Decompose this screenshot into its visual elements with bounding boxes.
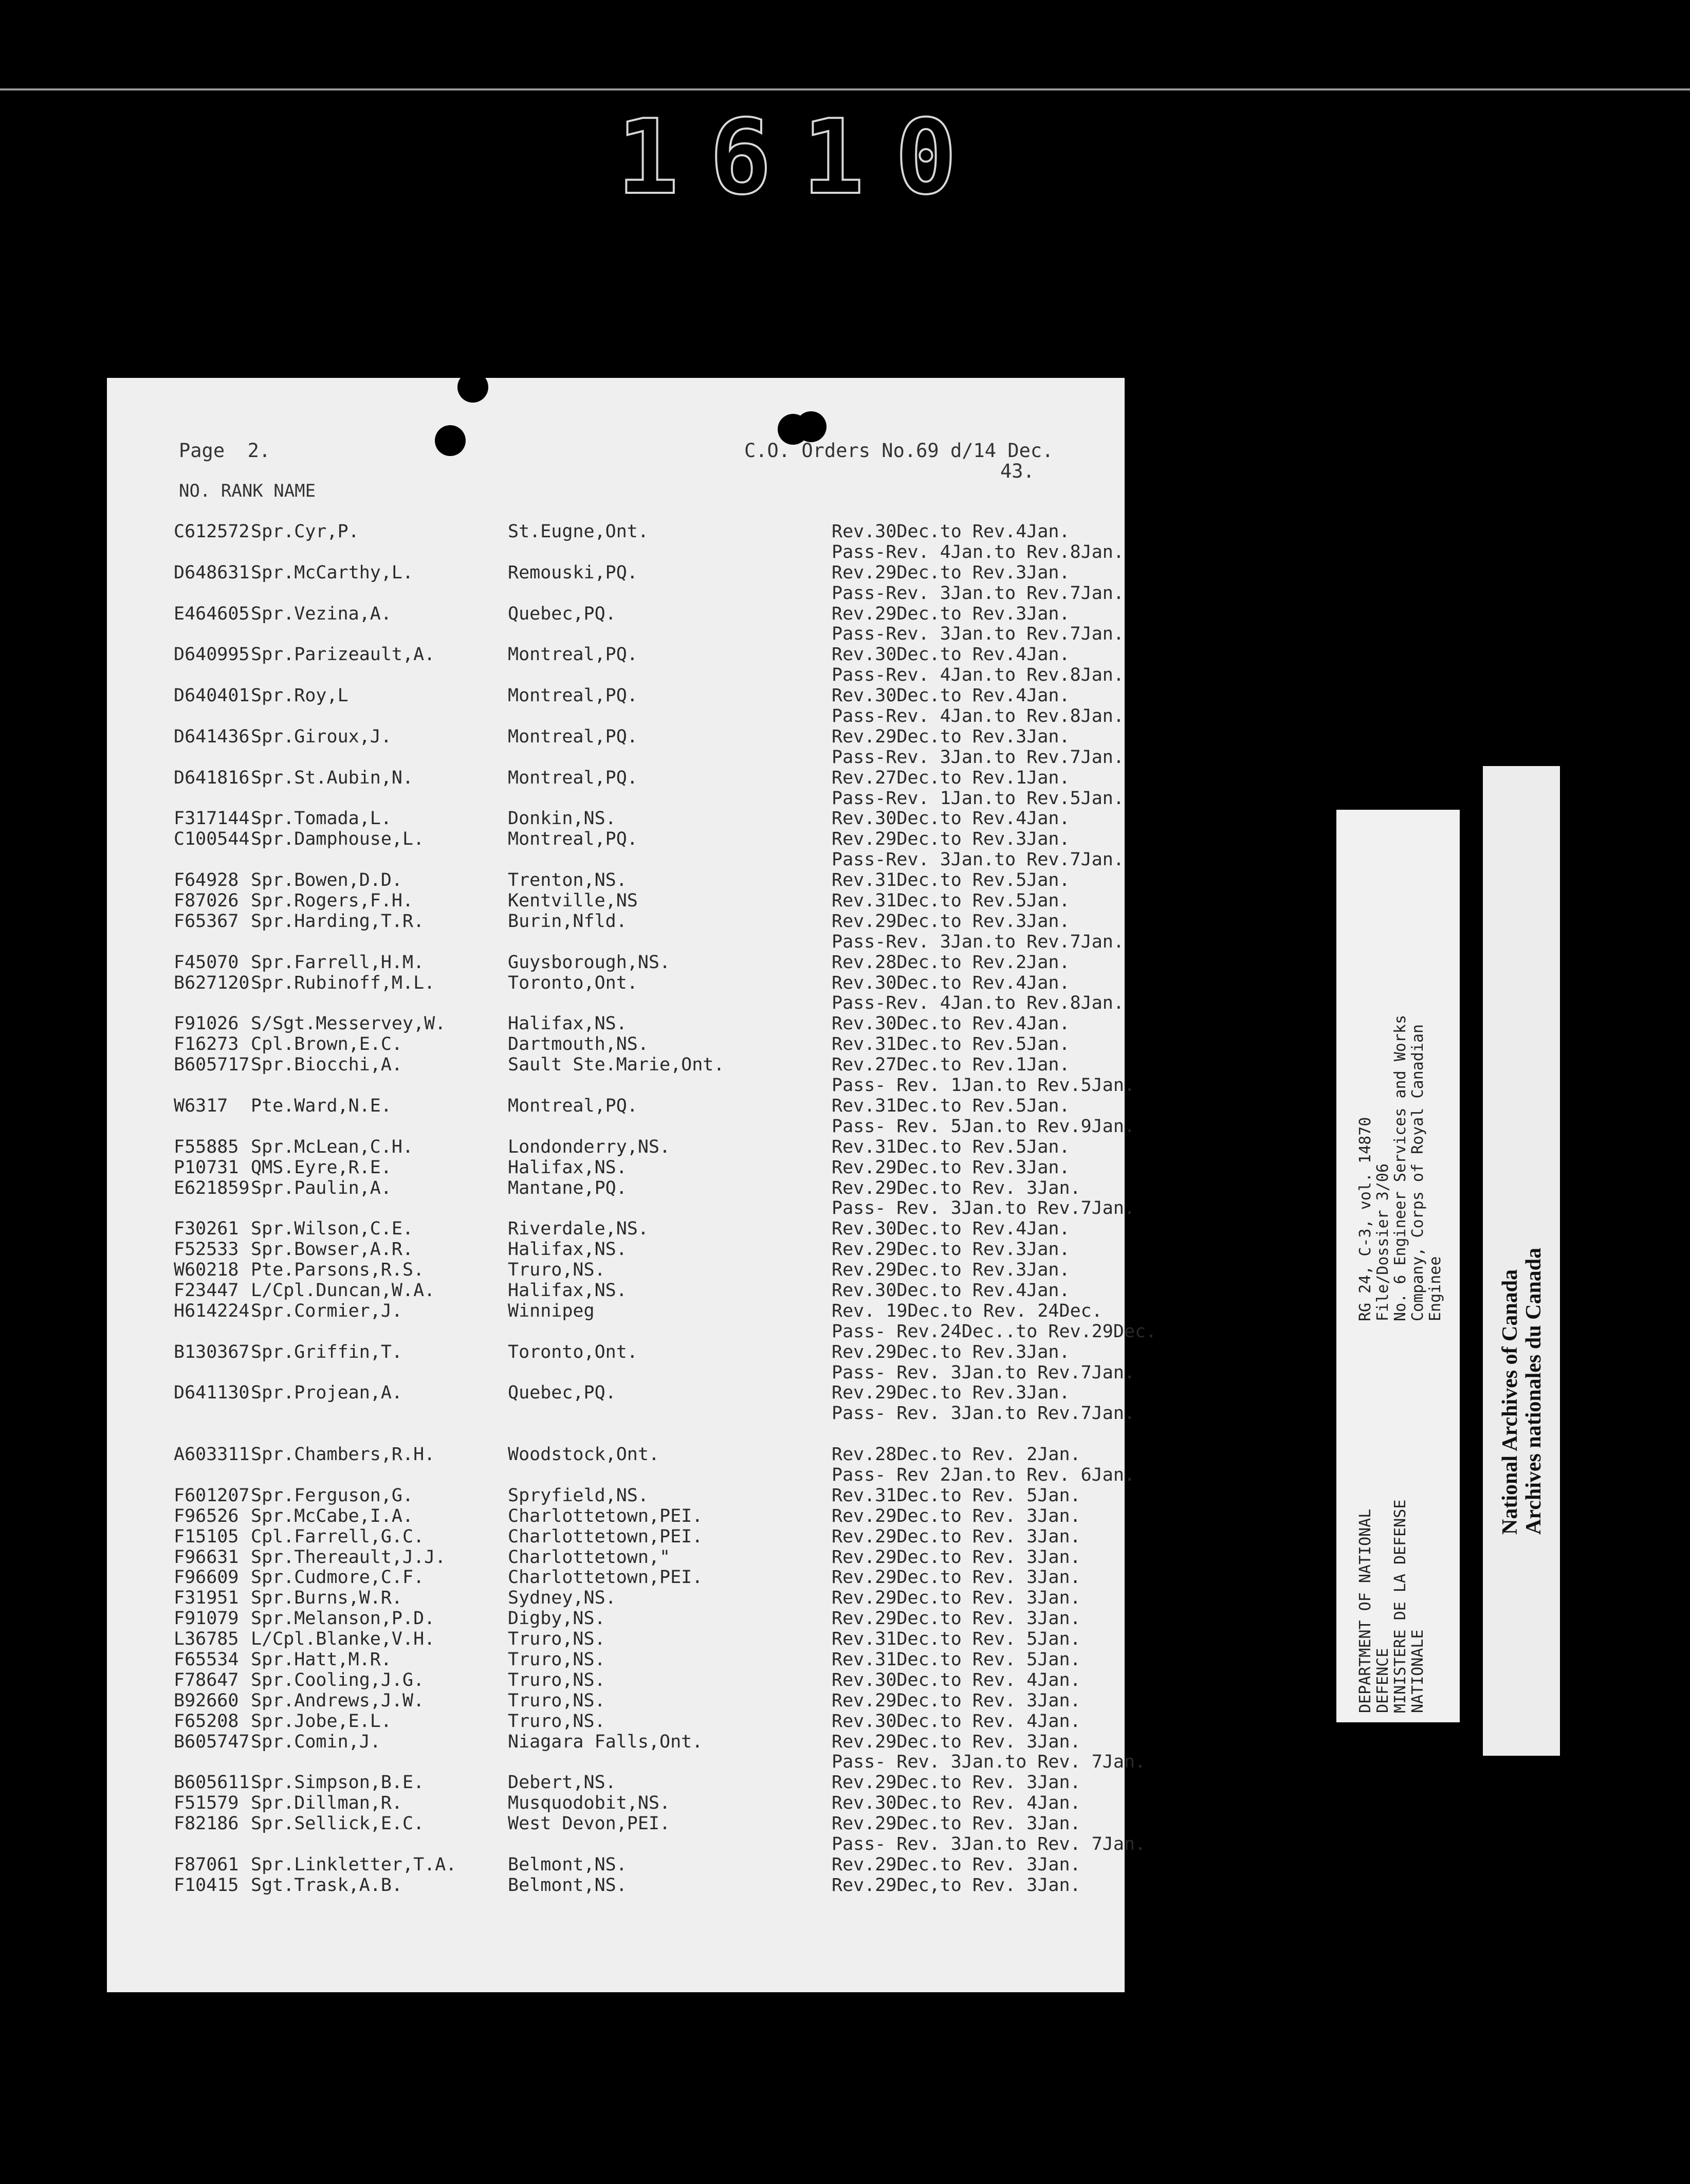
rank-name: L/Cpl.Blanke,V.H. [251, 1629, 435, 1650]
table-row [174, 1034, 1099, 1055]
service-number: F10415 [174, 1874, 239, 1896]
table-row [174, 953, 1099, 973]
rank-name: S/Sgt.Messervey,W. [251, 1013, 446, 1034]
leave-period: Rev.31Dec.to Rev.5Jan. [832, 1136, 1070, 1157]
home-town: Dartmouth,NS. [508, 1034, 649, 1055]
rank-name: Cpl.Farrell,G.C. [251, 1526, 425, 1547]
record-group-reference [1357, 1015, 1444, 1321]
orders-reference: C.O. Orders No.69 d/14 Dec. [744, 440, 1054, 462]
leave-period: Rev.27Dec.to Rev.1Jan. [832, 767, 1070, 788]
leave-period: Rev.27Dec.to Rev.1Jan. [832, 1054, 1070, 1076]
table-row [174, 1691, 1099, 1712]
table-row [174, 1445, 1099, 1465]
archives-name-en: National Archives of Canada [1498, 1269, 1522, 1535]
service-number: F64928 [174, 870, 239, 891]
table-row [174, 1260, 1099, 1281]
home-town: Charlottetown,PEI. [508, 1567, 703, 1588]
leave-period: Pass- Rev. 3Jan.to Rev. 7Jan. [832, 1752, 1146, 1773]
archive-reference-label [1336, 810, 1460, 1722]
department-line: MINISTERE DE LA DEFENSE [1391, 1499, 1409, 1713]
home-town: Montreal,PQ. [508, 685, 638, 706]
leave-period: Pass-Rev. 3Jan.to Rev.7Jan. [832, 747, 1124, 768]
table-row [174, 1588, 1099, 1609]
table-row [174, 1506, 1099, 1527]
leave-period: Rev.31Dec.to Rev.5Jan. [832, 870, 1070, 891]
rank-name: Spr.Bowen,D.D. [251, 870, 403, 891]
leave-period: Pass-Rev. 3Jan.to Rev.7Jan. [832, 624, 1124, 645]
table-row [174, 1362, 1135, 1384]
home-town: Montreal,PQ. [508, 767, 638, 788]
table-row [174, 1650, 1099, 1670]
table-row [174, 993, 1124, 1014]
leave-period: Rev.31Dec.to Rev. 5Jan. [832, 1629, 1081, 1650]
table-row [174, 583, 1124, 604]
table-row [174, 1424, 1099, 1445]
service-number: F91079 [174, 1608, 239, 1629]
home-town: Truro,NS. [508, 1690, 605, 1711]
home-town: Montreal,PQ. [508, 1095, 638, 1116]
archives-name-fr: Archives nationales du Canada [1522, 1247, 1546, 1535]
service-number: F82186 [174, 1813, 239, 1834]
home-town: Montreal,PQ. [508, 644, 638, 665]
leave-period: Pass-Rev. 3Jan.to Rev.7Jan. [832, 849, 1124, 870]
service-number: F16273 [174, 1034, 239, 1055]
reference-line: Enginee [1426, 1256, 1444, 1321]
service-number: A603311 [174, 1444, 250, 1465]
reference-line: File/Dossier 3/06 [1374, 1163, 1392, 1321]
rank-name: Spr.Thereault,J.J. [251, 1546, 446, 1568]
rank-name: Spr.Bowser,A.R. [251, 1239, 414, 1260]
service-number: B605717 [174, 1054, 250, 1076]
home-town: Truro,NS. [508, 1710, 605, 1732]
table-row [174, 1096, 1099, 1117]
table-row [174, 1178, 1099, 1199]
rank-name: Spr.Simpson,B.E. [251, 1772, 425, 1793]
leave-period: Rev.29Dec.to Rev. 3Jan. [832, 1731, 1081, 1752]
rank-name: Spr.Chambers,R.H. [251, 1444, 435, 1465]
rank-name: Spr.McLean,C.H. [251, 1136, 414, 1157]
table-row [174, 1876, 1099, 1896]
service-number: D641130 [174, 1382, 250, 1404]
leave-period: Pass- Rev. 1Jan.to Rev.5Jan. [832, 1075, 1135, 1096]
leave-period: Rev.31Dec.to Rev. 5Jan. [832, 1485, 1081, 1506]
leave-period: Rev.29Dec.to Rev. 3Jan. [832, 1690, 1081, 1711]
leave-period: Pass-Rev. 4Jan.to Rev.8Jan. [832, 706, 1124, 727]
table-row [174, 1137, 1099, 1158]
table-row [174, 1300, 1103, 1322]
punch-hole [457, 372, 488, 403]
department-line: NATIONALE [1409, 1629, 1427, 1713]
service-number: B605611 [174, 1772, 250, 1793]
rank-name: Spr.McCabe,I.A. [251, 1505, 414, 1526]
service-number: D640995 [174, 644, 250, 665]
table-row [174, 541, 1124, 563]
leave-period: Rev.29Dec.to Rev.3Jan. [832, 1341, 1070, 1362]
leave-period: Pass-Rev. 3Jan.to Rev.7Jan. [832, 583, 1124, 604]
service-number: B605747 [174, 1731, 250, 1752]
table-row [174, 1219, 1099, 1240]
leave-period: Pass-Rev. 3Jan.to Rev.7Jan. [832, 931, 1124, 952]
service-number: F55885 [174, 1136, 239, 1157]
table-row [174, 1014, 1099, 1034]
leave-period: Rev.29Dec.to Rev. 3Jan. [832, 1608, 1081, 1629]
home-town: Mantane,PQ. [508, 1177, 627, 1198]
rank-name: Cpl.Brown,E.C. [251, 1034, 403, 1055]
leave-period: Rev.29Dec,to Rev. 3Jan. [832, 1874, 1081, 1896]
film-frame-rule [0, 88, 1690, 90]
service-number: F65534 [174, 1649, 239, 1670]
home-town: Truro,NS. [508, 1649, 605, 1670]
service-number: W6317 [174, 1095, 228, 1116]
rank-name: Spr.Ferguson,G. [251, 1485, 414, 1506]
home-town: Riverdale,NS. [508, 1218, 649, 1240]
home-town: Belmont,NS. [508, 1854, 627, 1875]
leave-period: Rev.29Dec.to Rev. 3Jan. [832, 1526, 1081, 1547]
service-number: D641436 [174, 726, 250, 747]
department-line: DEPARTMENT OF NATIONAL [1356, 1508, 1374, 1713]
home-town: Truro,NS. [508, 1260, 605, 1281]
leave-period: Rev.29Dec.to Rev. 3Jan. [832, 1505, 1081, 1526]
rank-name: Pte.Ward,N.E. [251, 1095, 392, 1116]
table-row [174, 1158, 1099, 1178]
home-town: Halifax,NS. [508, 1157, 627, 1178]
home-town: Charlottetown,PEI. [508, 1505, 703, 1526]
rank-name: Spr.St.Aubin,N. [251, 767, 414, 788]
service-number: F78647 [174, 1669, 239, 1690]
home-town: Sault Ste.Marie,Ont. [508, 1054, 725, 1076]
leave-list [174, 521, 1157, 1896]
leave-period: Pass- Rev 2Jan.to Rev. 6Jan. [832, 1464, 1135, 1485]
leave-period: Rev.29Dec.to Rev. 3Jan. [832, 1854, 1081, 1875]
service-number: B92660 [174, 1690, 239, 1711]
rank-name: Spr.McCarthy,L. [251, 562, 414, 583]
home-town: Quebec,PQ. [508, 1382, 616, 1404]
reference-line: No. 6 Engineer Services and Works [1391, 1014, 1409, 1321]
rank-name: Spr.Cyr,P. [251, 521, 359, 542]
service-number: F87061 [174, 1854, 239, 1875]
leave-period: Rev.31Dec.to Rev.5Jan. [832, 1095, 1070, 1116]
home-town: Truro,NS. [508, 1669, 605, 1690]
table-row [174, 686, 1099, 706]
rank-name: Spr.Cooling,J.G. [251, 1669, 425, 1690]
home-town: Musquodobit,NS. [508, 1793, 671, 1814]
rank-name: Spr.Burns,W.R. [251, 1588, 403, 1609]
table-row [174, 1732, 1099, 1753]
home-town: Niagara Falls,Ont. [508, 1731, 703, 1752]
table-row [174, 1055, 1099, 1076]
leave-period: Rev.30Dec.to Rev.4Jan. [832, 521, 1070, 542]
rank-name: Spr.Melanson,P.D. [251, 1608, 435, 1629]
rank-name: Spr.Harding,T.R. [251, 911, 425, 932]
leave-period: Rev.29Dec.to Rev.3Jan. [832, 911, 1070, 932]
rank-name: Spr.Giroux,J. [251, 726, 392, 747]
leave-period: Rev.31Dec.to Rev.5Jan. [832, 1034, 1070, 1055]
service-number: B627120 [174, 972, 250, 993]
table-row [174, 931, 1124, 953]
table-row [174, 1240, 1099, 1260]
rank-name: L/Cpl.Duncan,W.A. [251, 1280, 435, 1301]
home-town: Spryfield,NS. [508, 1485, 649, 1506]
leave-period: Rev.31Dec.to Rev.5Jan. [832, 890, 1070, 912]
leave-period: Pass-Rev. 1Jan.to Rev.5Jan. [832, 788, 1124, 809]
rank-name: Spr.Rogers,F.H. [251, 890, 414, 912]
rank-name: Spr.Rubinoff,M.L. [251, 972, 435, 993]
service-number: L36785 [174, 1629, 239, 1650]
rank-name: Spr.Cudmore,C.F. [251, 1567, 425, 1588]
table-row [174, 912, 1099, 932]
leave-period: Pass-Rev. 4Jan.to Rev.8Jan. [832, 541, 1124, 562]
table-row [174, 706, 1124, 727]
leave-period: Rev.30Dec.to Rev. 4Jan. [832, 1793, 1081, 1814]
table-row [174, 1773, 1099, 1793]
leave-period: Pass- Rev. 3Jan.to Rev.7Jan. [832, 1362, 1135, 1383]
leave-period: Rev.28Dec.to Rev. 2Jan. [832, 1444, 1081, 1465]
rank-name: Spr.Vezina,A. [251, 603, 392, 624]
home-town: Londonderry,NS. [508, 1136, 671, 1157]
rank-name: Spr.Tomada,L. [251, 808, 392, 829]
home-town: Digby,NS. [508, 1608, 605, 1629]
service-number: F317144 [174, 808, 250, 829]
table-row [174, 1793, 1099, 1814]
table-row [174, 1281, 1099, 1301]
home-town: Charlottetown,PEI. [508, 1526, 703, 1547]
leave-period: Rev.29Dec.to Rev.3Jan. [832, 1382, 1070, 1404]
service-number: E621859 [174, 1177, 250, 1198]
home-town: West Devon,PEI. [508, 1813, 671, 1834]
archives-stamp-label [1483, 766, 1560, 1756]
service-number: F23447 [174, 1280, 239, 1301]
leave-period: Rev.29Dec.to Rev. 3Jan. [832, 1772, 1081, 1793]
service-number: F96526 [174, 1505, 239, 1526]
page-number: Page 2. [179, 440, 271, 462]
home-town: Debert,NS. [508, 1772, 616, 1793]
rank-name: Sgt.Trask,A.B. [251, 1874, 403, 1896]
table-row [174, 1752, 1146, 1773]
service-number: H614224 [174, 1300, 250, 1321]
leave-period: Pass-Rev. 4Jan.to Rev.8Jan. [832, 665, 1124, 686]
table-row [174, 891, 1099, 912]
home-town: Quebec,PQ. [508, 603, 616, 624]
rank-name: QMS.Eyre,R.E. [251, 1157, 392, 1178]
leave-period: Pass- Rev. 3Jan.to Rev.7Jan. [832, 1403, 1135, 1424]
leave-period: Rev.30Dec.to Rev.4Jan. [832, 808, 1070, 829]
table-row [174, 809, 1099, 829]
table-row [174, 645, 1099, 665]
service-number: F30261 [174, 1218, 239, 1240]
rank-name: Spr.Andrews,J.W. [251, 1690, 425, 1711]
table-row [174, 849, 1124, 870]
table-row [174, 1855, 1099, 1876]
punch-hole [796, 411, 826, 442]
table-row [174, 1629, 1099, 1650]
rank-name: Spr.Dillman,R. [251, 1793, 403, 1814]
rank-name: Spr.Cormier,J. [251, 1300, 403, 1321]
service-number: F45070 [174, 952, 239, 973]
leave-period: Rev.30Dec.to Rev.4Jan. [832, 1013, 1070, 1034]
leave-period: Rev.29Dec.to Rev.3Jan. [832, 1260, 1070, 1281]
service-number: F31951 [174, 1588, 239, 1609]
home-town: Toronto,Ont. [508, 972, 638, 993]
table-row [174, 1568, 1099, 1588]
rank-name: Spr.Wilson,C.E. [251, 1218, 414, 1240]
service-number: F15105 [174, 1526, 239, 1547]
service-number: F87026 [174, 890, 239, 912]
reference-line: RG 24, C-3, vol. 14870 [1356, 1117, 1374, 1321]
service-number: F65367 [174, 911, 239, 932]
service-number: D641816 [174, 767, 250, 788]
rank-name: Spr.Sellick,E.C. [251, 1813, 425, 1834]
table-row [174, 1527, 1099, 1548]
leave-period: Rev.28Dec.to Rev.2Jan. [832, 952, 1070, 973]
rank-name: Spr.Roy,L [251, 685, 348, 706]
rank-name: Spr.Linkletter,T.A. [251, 1854, 457, 1875]
service-number: F51579 [174, 1793, 239, 1814]
rank-name: Spr.Paulin,A. [251, 1177, 392, 1198]
home-town: St.Eugne,Ont. [508, 521, 649, 542]
service-number: W60218 [174, 1260, 239, 1281]
service-number: F91026 [174, 1013, 239, 1034]
home-town: Guysborough,NS. [508, 952, 671, 973]
rank-name: Spr.Damphouse,L. [251, 829, 425, 850]
leave-period: Rev.29Dec.to Rev. 3Jan. [832, 1588, 1081, 1609]
rank-name: Spr.Hatt,M.R. [251, 1649, 392, 1670]
service-number: D648631 [174, 562, 250, 583]
table-row [174, 1834, 1146, 1855]
leave-period: Rev.30Dec.to Rev.4Jan. [832, 1280, 1070, 1301]
service-number: F601207 [174, 1485, 250, 1506]
table-row [174, 1548, 1099, 1568]
table-row [174, 747, 1124, 768]
home-town: Donkin,NS. [508, 808, 616, 829]
service-number: P10731 [174, 1157, 239, 1178]
home-town: Halifax,NS. [508, 1013, 627, 1034]
leave-period: Rev.29Dec.to Rev. 3Jan. [832, 1567, 1081, 1588]
home-town: Burin,Nfld. [508, 911, 627, 932]
home-town: Toronto,Ont. [508, 1341, 638, 1362]
table-row [174, 1670, 1099, 1691]
rank-name: Spr.Projean,A. [251, 1382, 403, 1404]
table-row [174, 1403, 1135, 1424]
service-number: F96609 [174, 1567, 239, 1588]
table-row [174, 1321, 1157, 1342]
table-row [174, 973, 1099, 994]
table-row [174, 1712, 1099, 1732]
home-town: Woodstock,Ont. [508, 1444, 660, 1465]
leave-period: Rev.30Dec.to Rev. 4Jan. [832, 1710, 1081, 1732]
leave-period: Rev.30Dec.to Rev. 4Jan. [832, 1669, 1081, 1690]
table-row [174, 768, 1099, 789]
column-headers: NO. RANK NAME [179, 481, 316, 501]
home-town: Belmont,NS. [508, 1874, 627, 1896]
leave-period: Rev.29Dec.to Rev.3Jan. [832, 562, 1070, 583]
table-row [174, 1814, 1099, 1834]
table-row [174, 604, 1099, 625]
home-town: Kentville,NS [508, 890, 638, 912]
home-town: Charlottetown," [508, 1546, 671, 1568]
leave-period: Rev.30Dec.to Rev.4Jan. [832, 685, 1070, 706]
service-number: B130367 [174, 1341, 250, 1362]
leave-period: Pass- Rev. 5Jan.to Rev.9Jan. [832, 1116, 1135, 1137]
leave-period: Rev. 19Dec.to Rev. 24Dec. [832, 1300, 1103, 1321]
home-town: Trenton,NS. [508, 870, 627, 891]
leave-period: Pass- Rev.24Dec..to Rev.29Dec. [832, 1321, 1157, 1342]
rank-name: Spr.Biocchi,A. [251, 1054, 403, 1076]
rank-name: Spr.Jobe,E.L. [251, 1710, 392, 1732]
service-number: C100544 [174, 829, 250, 850]
frame-number: 1610 [617, 98, 988, 217]
table-row [174, 1116, 1135, 1137]
table-row [174, 1609, 1099, 1629]
home-town: Sydney,NS. [508, 1588, 616, 1609]
leave-period: Rev.29Dec.to Rev. 3Jan. [832, 1177, 1081, 1198]
reference-line: Company, Corps of Royal Canadian [1409, 1024, 1427, 1321]
table-row [174, 1342, 1099, 1363]
leave-period: Rev.30Dec.to Rev.4Jan. [832, 972, 1070, 993]
leave-period: Rev.30Dec.to Rev.4Jan. [832, 1218, 1070, 1240]
department-name [1357, 1500, 1427, 1713]
service-number: E464605 [174, 603, 250, 624]
home-town: Halifax,NS. [508, 1280, 627, 1301]
leave-period: Rev.29Dec.to Rev.3Jan. [832, 603, 1070, 624]
service-number: D640401 [174, 685, 250, 706]
home-town: Winnipeg [508, 1300, 595, 1321]
orders-year: 43. [1000, 460, 1035, 482]
leave-period: Pass- Rev. 3Jan.to Rev. 7Jan. [832, 1834, 1146, 1854]
home-town: Truro,NS. [508, 1629, 605, 1650]
table-row [174, 727, 1099, 748]
leave-period: Pass- Rev. 3Jan.to Rev.7Jan. [832, 1198, 1135, 1219]
service-number: F52533 [174, 1239, 239, 1260]
leave-period: Rev.29Dec.to Rev.3Jan. [832, 1157, 1070, 1178]
leave-period: Pass-Rev. 4Jan.to Rev.8Jan. [832, 993, 1124, 1014]
table-row [174, 563, 1099, 584]
service-number: C612572 [174, 521, 250, 542]
leave-period: Rev.29Dec.to Rev.3Jan. [832, 726, 1070, 747]
leave-period: Rev.29Dec.to Rev. 3Jan. [832, 1546, 1081, 1568]
leave-period: Rev.29Dec.to Rev.3Jan. [832, 1239, 1070, 1260]
rank-name: Pte.Parsons,R.S. [251, 1260, 425, 1281]
home-town: Remouski,PQ. [508, 562, 638, 583]
table-row [174, 829, 1099, 850]
document-page [107, 378, 1157, 1992]
table-row [174, 624, 1124, 645]
table-row [174, 1486, 1099, 1506]
home-town: Montreal,PQ. [508, 829, 638, 850]
table-row [174, 1075, 1135, 1096]
rank-name: Spr.Parizeault,A. [251, 644, 435, 665]
home-town: Montreal,PQ. [508, 726, 638, 747]
leave-period: Rev.31Dec.to Rev. 5Jan. [832, 1649, 1081, 1670]
service-number: F65208 [174, 1710, 239, 1732]
rank-name: Spr.Griffin,T. [251, 1341, 403, 1362]
table-row [174, 1464, 1135, 1486]
table-row [174, 1198, 1135, 1219]
service-number: F96631 [174, 1546, 239, 1568]
table-row [174, 665, 1124, 686]
table-row [174, 870, 1099, 891]
table-row [174, 788, 1124, 809]
leave-period: Rev.29Dec.to Rev. 3Jan. [832, 1813, 1081, 1834]
table-row [174, 1383, 1099, 1404]
leave-period: Rev.30Dec.to Rev.4Jan. [832, 644, 1070, 665]
leave-period: Rev.29Dec.to Rev.3Jan. [832, 829, 1070, 850]
table-row [174, 522, 1099, 542]
home-town: Halifax,NS. [508, 1239, 627, 1260]
rank-name: Spr.Farrell,H.M. [251, 952, 425, 973]
department-line: DEFENCE [1374, 1648, 1392, 1713]
rank-name: Spr.Comin,J. [251, 1731, 381, 1752]
